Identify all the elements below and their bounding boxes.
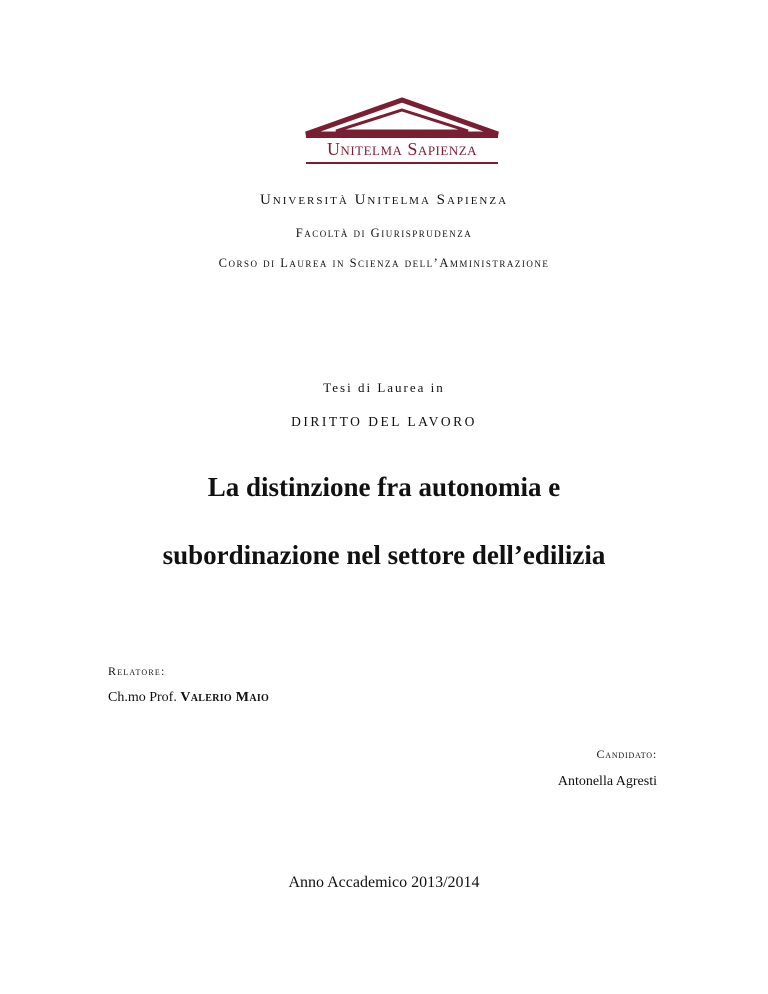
relatore-prefix: Ch.mo Prof. — [108, 690, 177, 705]
relatore-label: Relatore: — [108, 664, 166, 678]
thesis-label: Tesi di Laurea in — [323, 380, 445, 395]
university-name: Università Unitelma Sapienza — [259, 192, 509, 208]
course-name: Corso di Laurea in Scienza dell’Amministrazione — [218, 256, 550, 270]
thesis-subject: DIRITTO DEL LAVORO — [291, 414, 477, 429]
logo-wordmark: Unitelma Sapienza — [326, 139, 478, 159]
candidato-label: Candidato: — [596, 747, 657, 761]
academic-year: Anno Accademico 2013/2014 — [288, 874, 480, 891]
relatore-name: Valerio Maio — [180, 690, 270, 705]
relatore-line — [108, 690, 269, 706]
logo-bottom-rule — [306, 162, 498, 164]
university-logo — [302, 96, 502, 166]
candidato-name: Antonella Agresti — [557, 774, 657, 789]
thesis-title-line2: subordinazione nel settore dell’edilizia — [162, 540, 606, 570]
faculty-name: Facoltà di Giurisprudenza — [295, 226, 473, 240]
logo-roof-icon — [302, 96, 502, 136]
logo-top-rule — [306, 136, 498, 138]
thesis-title-line1: La distinzione fra autonomia e — [207, 472, 561, 502]
